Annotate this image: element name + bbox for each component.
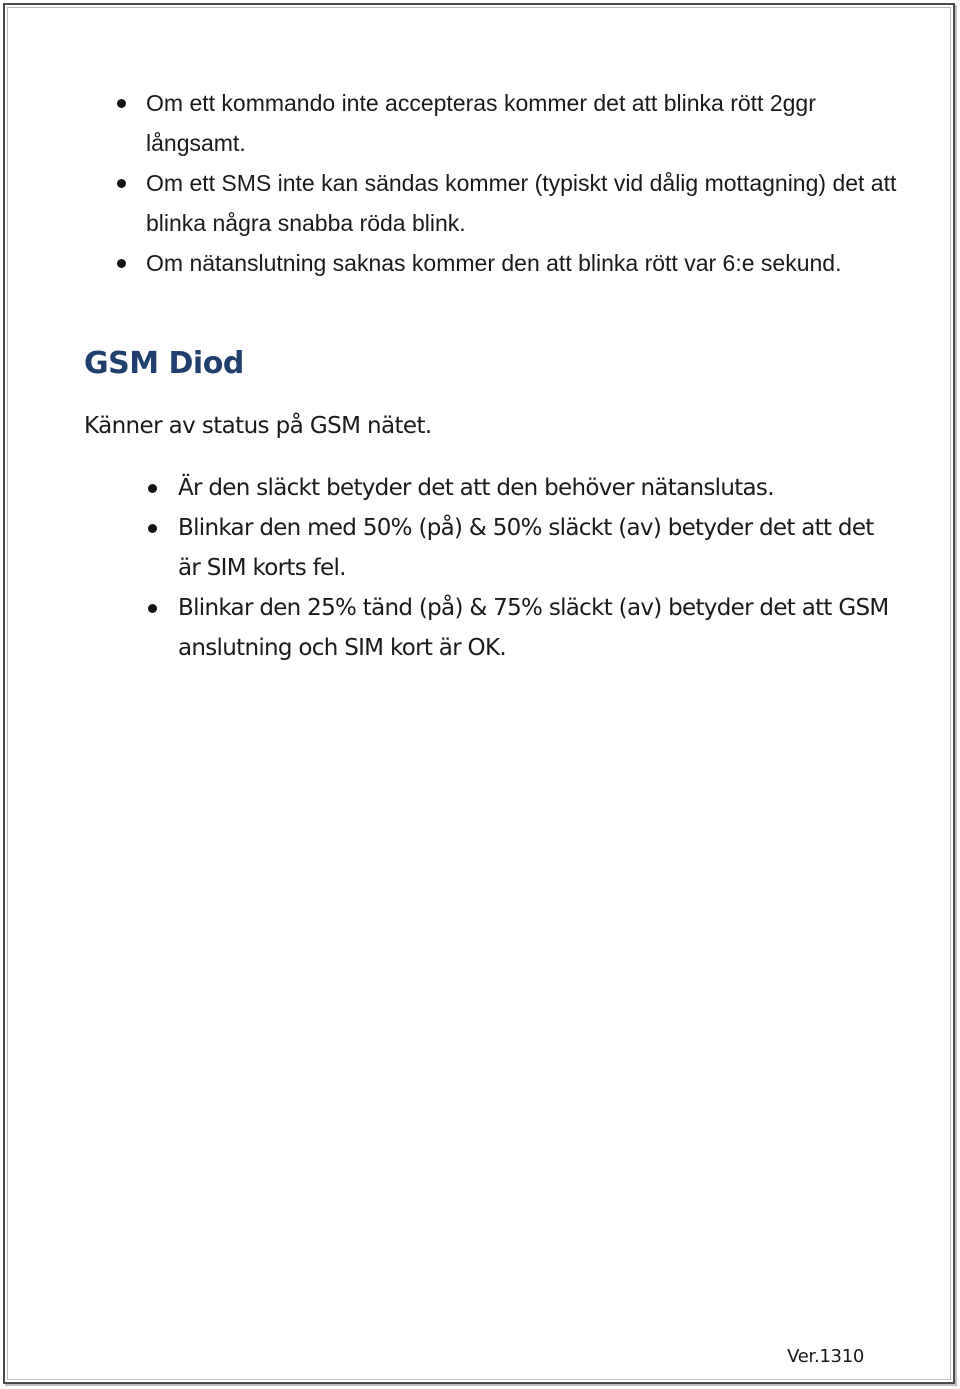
list-item-text: Om ett kommando inte accepteras kommer det att blinka rött 2ggr långsamt. bbox=[146, 90, 816, 156]
list-item-text: Är den släckt betyder det att den behöver nätanslutas. bbox=[178, 475, 774, 501]
bullet-icon bbox=[117, 99, 126, 108]
list-item bbox=[178, 468, 898, 508]
list-item-text: Om nätanslutning saknas kommer den att blinka rött var 6:e sekund. bbox=[146, 250, 842, 276]
bullet-icon bbox=[148, 604, 157, 613]
list-item bbox=[146, 243, 906, 283]
list-item bbox=[178, 588, 898, 668]
bullet-list-gsm bbox=[178, 468, 898, 668]
list-item-text: Om ett SMS inte kan sändas kommer (typiskt vid dålig mottagning) det att blinka några snabba röda blink. bbox=[146, 170, 897, 236]
section-heading: GSM Diod bbox=[84, 346, 244, 381]
bullet-icon bbox=[117, 179, 126, 188]
list-item-text: Blinkar den 25% tänd (på) & 75% släckt (av) betyder det att GSM anslutning och SIM kort är OK. bbox=[178, 595, 889, 661]
list-item bbox=[146, 163, 906, 243]
bullet-icon bbox=[117, 259, 126, 268]
section-intro: Känner av status på GSM nätet. bbox=[84, 413, 432, 439]
bullet-list-top bbox=[146, 83, 906, 283]
bullet-icon bbox=[148, 524, 157, 533]
list-item bbox=[146, 83, 906, 163]
list-item bbox=[178, 508, 898, 588]
list-item-text: Blinkar den med 50% (på) & 50% släckt (av) betyder det att det är SIM korts fel. bbox=[178, 515, 874, 581]
version-label: Ver.1310 bbox=[787, 1346, 864, 1367]
bullet-icon bbox=[148, 484, 157, 493]
